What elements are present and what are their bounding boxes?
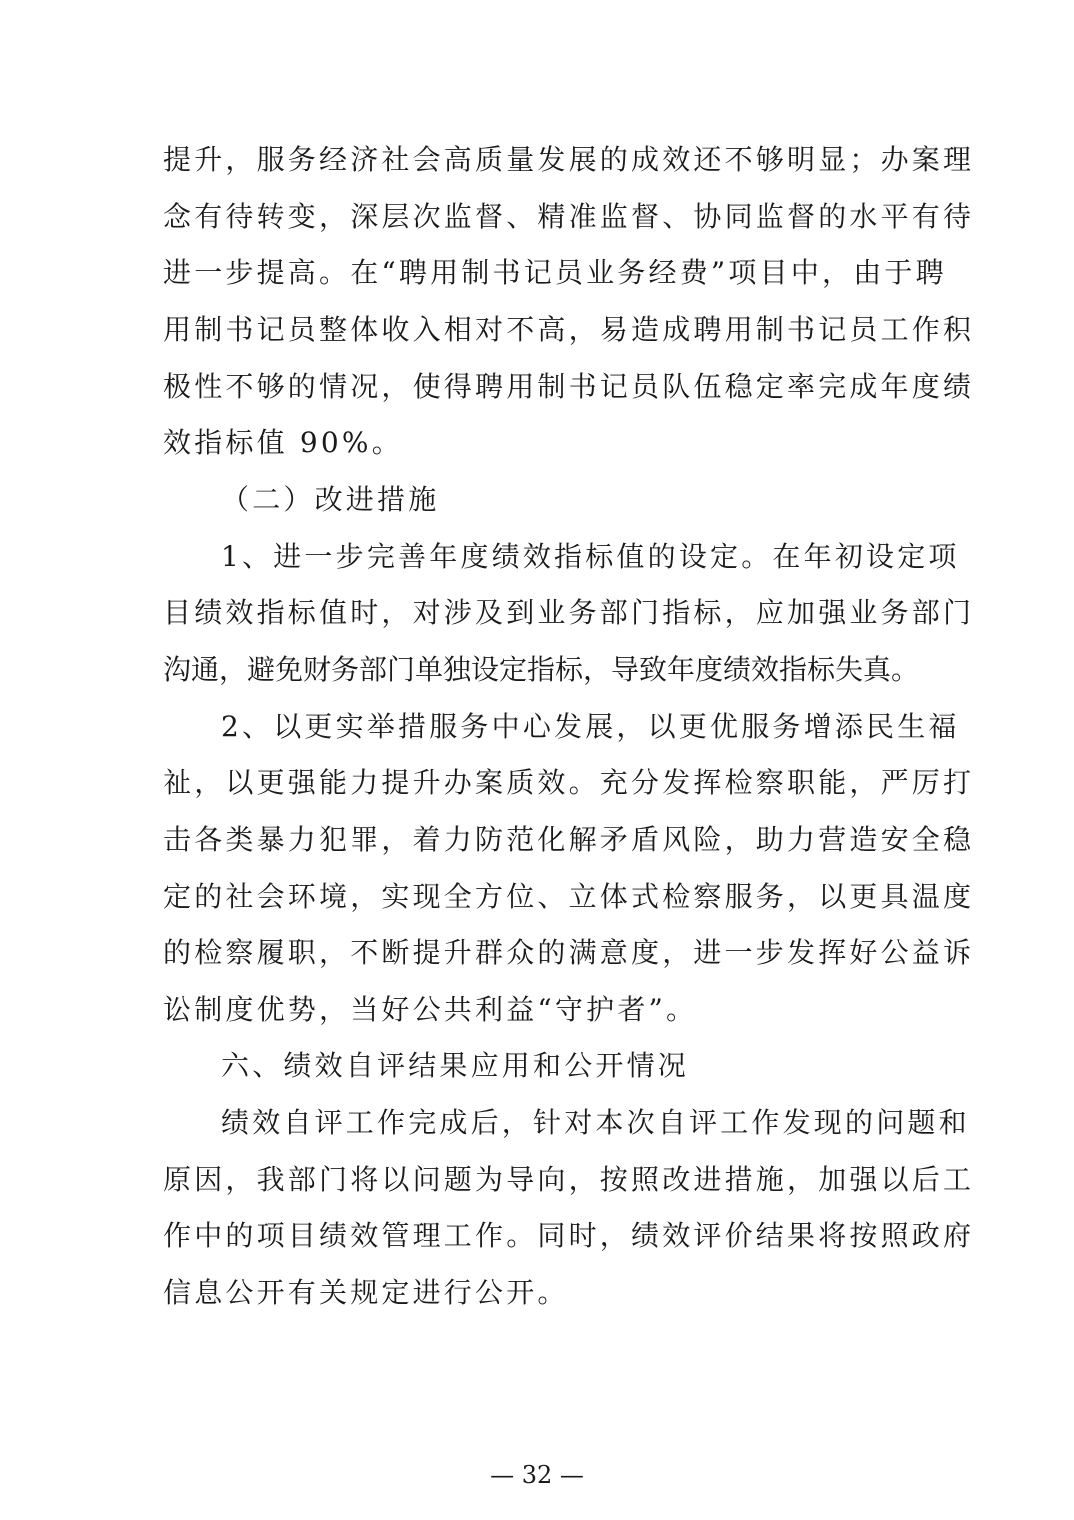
paragraph-line: 定的社会环境，实现全方位、立体式检察服务，以更具温度 [163, 880, 975, 913]
paragraph-line: 进一步提高。在“聘用制书记员业务经费”项目中，由于聘 [163, 256, 947, 289]
paragraph-line: 击各类暴力犯罪，着力防范化解矛盾风险，助力营造安全稳 [163, 823, 975, 856]
paragraph-line: 祉，以更强能力提升办案质效。充分发挥检察职能，严厉打 [163, 766, 975, 799]
paragraph-line: 用制书记员整体收入相对不高，易造成聘用制书记员工作积 [163, 313, 975, 346]
paragraph-line: 目绩效指标值时，对涉及到业务部门指标，应加强业务部门 [163, 596, 975, 629]
paragraph-line: 效指标值 90%。 [163, 426, 403, 459]
paragraph-line: 提升，服务经济社会高质量发展的成效还不够明显；办案理 [163, 143, 975, 176]
page-number: — 32 — [490, 1461, 584, 1489]
paragraph-line: 1、进一步完善年度绩效指标值的设定。在年初设定项 [221, 540, 960, 573]
paragraph-line: 2、以更实举措服务中心发展，以更优服务增添民生福 [221, 710, 960, 743]
paragraph-line: 信息公开有关规定进行公开。 [163, 1276, 569, 1309]
paragraph-line: 念有待转变，深层次监督、精准监督、协同监督的水平有待 [163, 200, 975, 233]
section-heading: 六、绩效自评结果应用和公开情况 [221, 1049, 690, 1082]
paragraph-line: 绩效自评工作完成后，针对本次自评工作发现的问题和 [221, 1106, 970, 1139]
paragraph-line: 作中的项目绩效管理工作。同时，绩效评价结果将按照政府 [163, 1219, 975, 1252]
paragraph-line: 沟通，避免财务部门单独设定指标，导致年度绩效指标失真。 [163, 653, 920, 686]
paragraph-line: 原因，我部门将以问题为导向，按照改进措施，加强以后工 [163, 1163, 975, 1196]
section-heading: （二）改进措施 [221, 483, 440, 516]
paragraph-line: 极性不够的情况，使得聘用制书记员队伍稳定率完成年度绩 [163, 370, 975, 403]
paragraph-line: 的检察履职，不断提升群众的满意度，进一步发挥好公益诉 [163, 936, 975, 969]
paragraph-line: 讼制度优势，当好公共利益“守护者”。 [163, 993, 698, 1026]
